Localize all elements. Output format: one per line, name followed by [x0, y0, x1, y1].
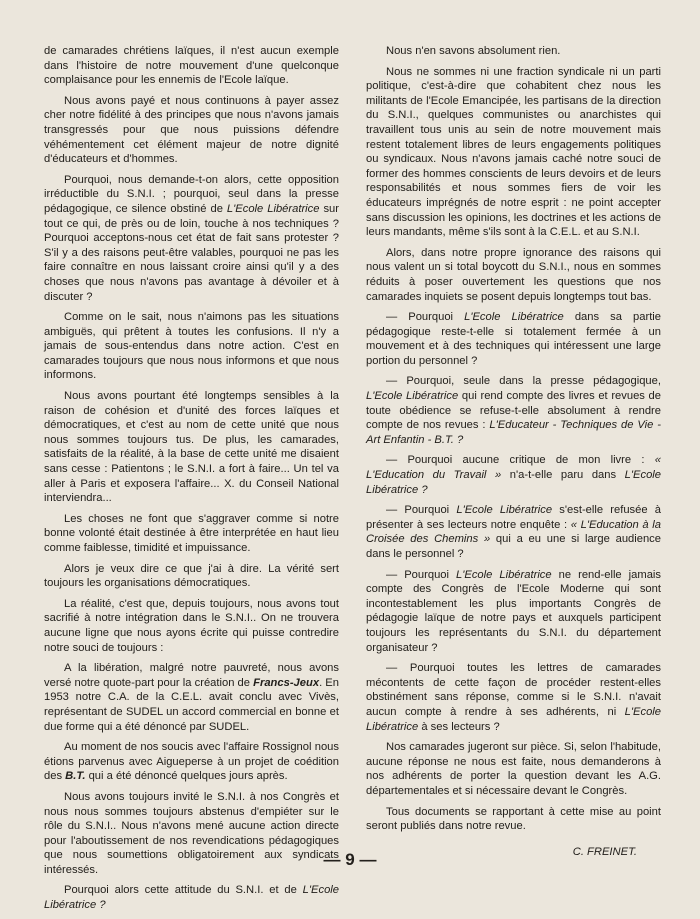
- right-column-paragraph: — Pourquoi L'Ecole Libératrice s'est-elle refusée à présenter à ses lecteurs notre enquête : « L'Education à la Croisée des Chemins » qui a eu une si large audience dans le personnel ?: [366, 504, 662, 560]
- italic-title: « L'Education du Travail »: [366, 454, 661, 482]
- left-column-paragraph: La réalité, c'est que, depuis toujours, nous avons tout sacrifié à notre intégration dans le S.N.I.. On ne trouvera aucune ligne que nous ayons écrite qui puisse contredire notre souci de toujours :: [44, 597, 339, 654]
- right-column-paragraph: — Pourquoi L'Ecole Libératrice ne rend-elle jamais compte des Congrès de l'Ecole Moderne qui sont incontestablement les plus importants Congrès de pédagogie laïque de notre pays et auxquels participent toujours les représentants du S.N.I. du département organisateur ?: [366, 568, 661, 654]
- left-column-paragraph: Au moment de nos soucis avec l'affaire Rossignol nous étions parvenus avec Aigueperse à un projet de coédition des B.T. qui a été dénoncé quelques jours après.: [44, 741, 339, 783]
- right-column-paragraph: Nous ne sommes ni une fraction syndicale ni un parti politique, c'est-à-dire que cohabitent chez nous les militants de l'Ecole Emancipée, les partisans de la direction du S.N.I., quelques communistes ou anarchistes qui travaillent tous unis au sein de notre mouvement mais restent totalement libres de leurs engagements politiques ou syndicaux. Nous n'avons jamais caché notre souci de former des hommes conscients de leurs devoirs et de leurs responsabilités et nous sommes fiers de voir les éducateurs imprégnés de notre esprit : ne point accepter sans discussion les opinions, les doctrines et les actions de leurs mandants, même s'ils sont à la C.E.L. et au S.N.I.: [366, 65, 661, 239]
- page-number: — 9 —: [323, 850, 377, 869]
- left-column-paragraph: Nous avons toujours invité le S.N.I. à nos Congrès et nous nous sommes toujours abstenus d'empiéter sur le rôle du S.N.I.. Nous n'avons mené aucune action directe pour l'aboutissement de nos revendications pédagogiques que nous soumettions obligatoirement aux syndicats intéressés.: [44, 790, 339, 876]
- right-column-paragraph: Tous documents se rapportant à cette mise au point seront publiés dans notre revue.: [366, 805, 661, 833]
- italic-title: L'Ecole Libératrice: [366, 390, 459, 403]
- bold-title: B.T.: [65, 770, 86, 783]
- italic-title: L'Ecole Libératrice: [456, 504, 553, 517]
- left-column-paragraph: Pourquoi, nous demande-t-on alors, cette opposition irréductible du S.N.I. ; pourquoi, seul dans la presse pédagogique, ce silence obstiné de L'Ecole Libératrice sur tout ce qui, de près ou de loin, touche à nos techniques ? Pourquoi acceptons-nous cet état de fait sans protester ? S'il y a des raisons peut-être valables, pourquoi ne pas les faire connaître en nous laissant croire ainsi qu'il y a des choses que nous n'avons pas avantage à dévoiler et à discuter ?: [44, 173, 339, 303]
- italic-title: L'Ecole Libératrice: [226, 202, 320, 215]
- right-column-paragraph: Alors, dans notre propre ignorance des raisons qui nous valent un si total boycott du S.N.I., nous en sommes réduits à poser ouvertement les questions que nos camarades inquiets se posent depuis longtemps tout bas.: [366, 246, 661, 303]
- left-column-paragraph: de camarades chrétiens laïques, il n'est aucun exemple dans l'histoire de notre mouvement d'une quelconque complaisance pour les ennemis de l'Ecole laïque.: [44, 45, 339, 87]
- italic-title: L'Ecole Libératrice: [464, 311, 564, 324]
- right-column-paragraph: — Pourquoi L'Ecole Libératrice dans sa partie pédagogique reste-t-elle si totalement fermée à un mouvement et à des techniques qui intéressent une large portion du personnel ?: [366, 311, 662, 367]
- italic-title: L'Educateur - Techniques de Vie - Art Enfantin - B.T. ?: [366, 419, 661, 446]
- italic-title: L'Ecole Libératrice: [366, 705, 661, 733]
- left-column-paragraph: Alors je veux dire ce que j'ai à dire. La vérité sert toujours les organisations démocratiques.: [44, 562, 339, 590]
- italic-title: L'Ecole Libératrice: [456, 568, 552, 581]
- bold-title: Francs-Jeux: [253, 676, 320, 689]
- italic-title: L'Ecole Libératrice ?: [44, 884, 339, 912]
- right-column-paragraph: — Pourquoi, seule dans la presse pédagogique, L'Ecole Libératrice qui rend compte des livres et revues de toute obédience se refuse-t-elle absolument à rendre compte de nos revues : L'Educateur - Techniques de Vie - Art Enfantin - B.T. ?: [366, 375, 661, 446]
- left-column: [44, 44, 339, 919]
- italic-title: L'Ecole Libératrice ?: [366, 469, 661, 496]
- left-column-paragraph: Comme on le sait, nous n'aimons pas les situations ambiguës, qui prêtent à toutes les confusions. Il n'y a jamais de sous-entendus dans notre action. C'est en camarades toujours que nous nous informons et que nous informons.: [44, 311, 339, 382]
- right-column: [366, 44, 661, 858]
- left-column-paragraph: Pourquoi alors cette attitude du S.N.I. et de L'Ecole Libératrice ?: [44, 884, 339, 912]
- right-column-paragraph: — Pourquoi aucune critique de mon livre : « L'Education du Travail » n'a-t-elle paru dans L'Ecole Libératrice ?: [366, 454, 661, 496]
- left-column-paragraph: Les choses ne font que s'aggraver comme si notre bonne volonté était destinée à être interprétée en haut lieu comme faiblesse, timidité et impuissance.: [44, 512, 339, 554]
- right-column-paragraph: — Pourquoi toutes les lettres de camarades mécontents de cette façon de procéder restent-elles obstinément sans réponse, comme si le S.N.I. n'avait aucun compte à rendre à ses adhérents, ni L'Ecole Libératrice à ses lecteurs ?: [366, 662, 661, 733]
- right-column-paragraph: Nos camarades jugeront sur pièce. Si, selon l'habitude, aucune réponse ne nous est faite, nous demanderons à nos adhérents de porter la question devant les A.G. départementales et si nécessaire devant le Congrès.: [366, 741, 661, 797]
- left-column-paragraph: A la libération, malgré notre pauvreté, nous avons versé notre quote-part pour la création de Francs-Jeux. En 1953 notre C.A. de la C.E.L. avait conclu avec Vivès, représentant de SUDEL un accord commercial en bonne et due forme qui a été dénoncé par SUDEL.: [44, 662, 339, 733]
- left-column-paragraph: Nous avons pourtant été longtemps sensibles à la raison de cohésion et d'unité des forces laïques et démocratiques, et c'est au nom de cette unité que nous nous sommes toujours tus. De plus, les camarades, satisfaits de la réalité, à la base de cette unité me disaient sans cesse : Patientons ; le S.N.I. a fort à faire... Un tel va aller à Paris et exposera l'affaire... X. du Conseil National interviendra...: [44, 390, 339, 505]
- left-column-paragraph: Nous avons payé et nous continuons à payer assez cher notre fidélité à des principes que nous n'avons jamais transgressés pour que nous puissions défendre véhémentement cet élément majeur de notre dignité d'éducateurs et d'hommes.: [44, 94, 339, 166]
- right-column-paragraph: Nous n'en savons absolument rien.: [386, 45, 561, 57]
- italic-title: « L'Education à la Croisée des Chemins »: [366, 518, 662, 546]
- signature: C. FREINET.: [572, 845, 637, 858]
